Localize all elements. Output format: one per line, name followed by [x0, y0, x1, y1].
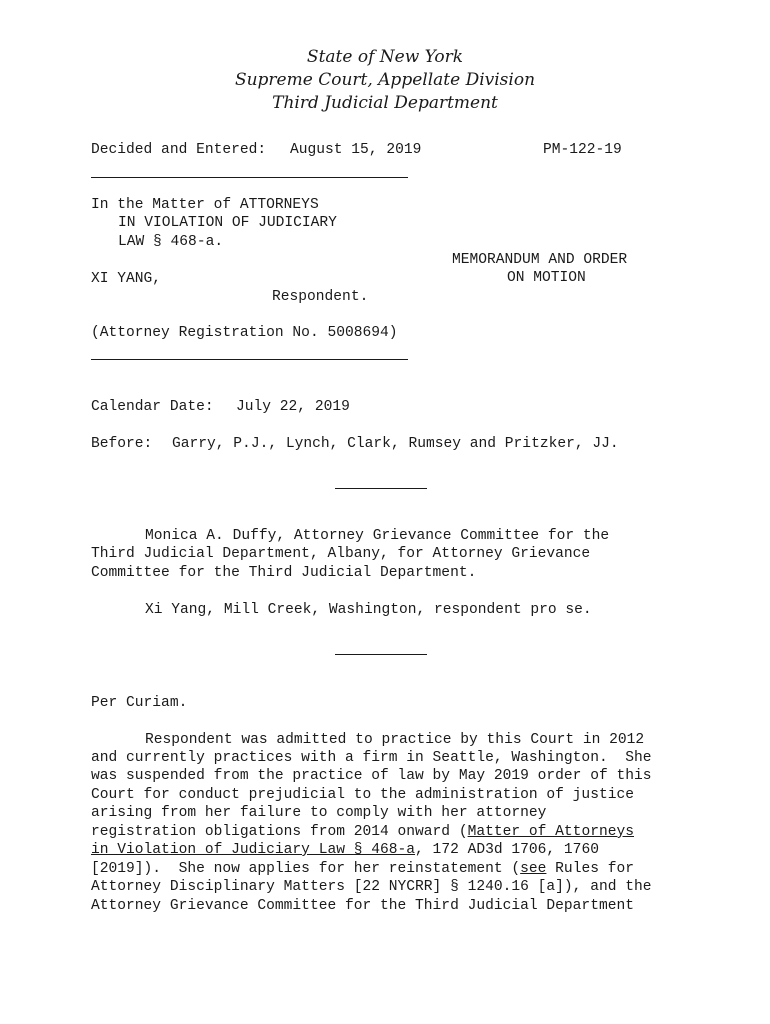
opinion-line-1: Respondent was admitted to practice by this Court in 2012: [145, 732, 645, 748]
per-curiam: Per Curiam.: [91, 695, 188, 711]
justices: Garry, P.J., Lynch, Clark, Rumsey and Pritzker, JJ.: [172, 436, 619, 452]
case-citation-part-2: in Violation of Judiciary Law § 468-a: [91, 842, 416, 858]
caption-bottom-rule: [91, 359, 408, 360]
attorney-registration: (Attorney Registration No. 5008694): [91, 325, 398, 341]
court-header: [0, 46, 770, 115]
opinion-line-8: [91, 860, 634, 878]
opinion-line-5: arising from her failure to comply with her attorney: [91, 805, 547, 821]
opinion-line-3: was suspended from the practice of law by May 2019 order of this: [91, 768, 652, 784]
opinion-line-7: [91, 841, 599, 859]
matter-line-1: In the Matter of ATTORNEYS: [91, 197, 319, 213]
opinion-line-4: Court for conduct prejudicial to the administration of justice: [91, 787, 634, 803]
section-divider-2: [335, 654, 427, 655]
matter-line-2: IN VIOLATION OF JUDICIARY: [118, 215, 337, 231]
caption-top-rule: [91, 177, 408, 178]
section-divider-1: [335, 488, 427, 489]
respondent-name: XI YANG,: [91, 271, 162, 287]
decided-label: Decided and Entered:: [91, 142, 267, 158]
calendar-label: Calendar Date:: [91, 399, 214, 415]
opinion-line-9: Attorney Disciplinary Matters [22 NYCRR] § 1240.16 [a]), and the: [91, 879, 652, 895]
matter-line-3: LAW § 468-a.: [118, 234, 224, 250]
before-label: Before:: [91, 436, 153, 452]
opinion-line-7-text: , 172 AD3d 1706, 1760: [415, 842, 599, 858]
court-name: Supreme Court, Appellate Division: [234, 70, 536, 90]
order-title-line-1: MEMORANDUM AND ORDER: [452, 252, 628, 268]
opinion-line-8-text: [2019]). She now applies for her reinstatement (: [91, 861, 521, 877]
court-department: Third Judicial Department: [272, 93, 498, 113]
see-signal: see: [520, 861, 547, 877]
docket-number: PM-122-19: [543, 142, 622, 158]
case-citation-part-1: Matter of Attorneys: [467, 824, 634, 840]
respondent-role: Respondent.: [272, 289, 369, 305]
opinion-line-6-text: registration obligations from 2014 onward (: [91, 824, 468, 840]
appearance-1-line-1: Monica A. Duffy, Attorney Grievance Committee for the: [145, 528, 610, 544]
opinion-line-8-tail: Rules for: [546, 861, 634, 877]
opinion-line-10: Attorney Grievance Committee for the Third Judicial Department: [91, 898, 634, 914]
opinion-line-6: [91, 823, 634, 841]
court-state: State of New York: [306, 47, 464, 67]
calendar-date: July 22, 2019: [236, 399, 350, 415]
opinion-line-2: and currently practices with a firm in Seattle, Washington. She: [91, 750, 652, 766]
appearance-1-line-2: Third Judicial Department, Albany, for Attorney Grievance: [91, 546, 591, 562]
appearance-2-line-1: Xi Yang, Mill Creek, Washington, respondent pro se.: [145, 602, 592, 618]
order-title-line-2: ON MOTION: [507, 270, 586, 286]
appearance-1-line-3: Committee for the Third Judicial Department.: [91, 565, 477, 581]
decided-date: August 15, 2019: [290, 142, 422, 158]
